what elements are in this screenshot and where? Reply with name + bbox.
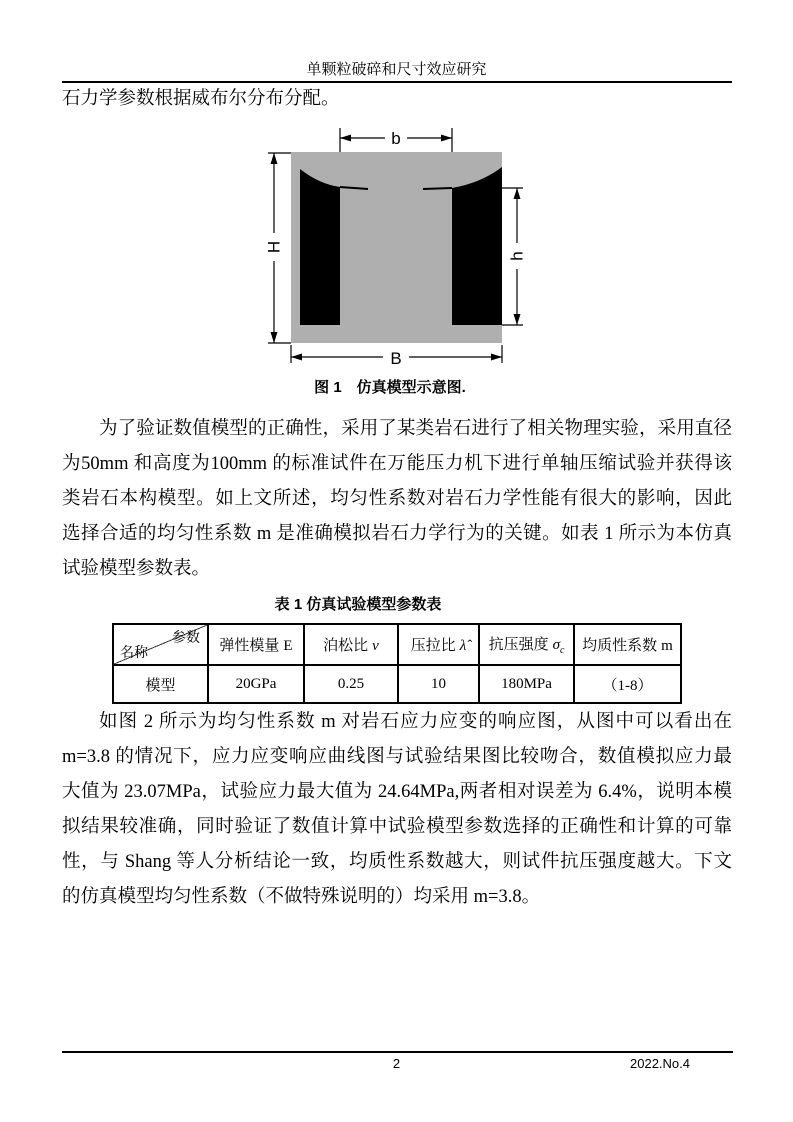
dim-b-arrow-left <box>340 135 351 142</box>
text-line: 性，与 Shang 等人分析结论一致，均质性系数越大，则试件抗压强度越大。下文 <box>62 852 732 872</box>
figure-model-svg <box>255 125 545 373</box>
issue-number: 2022.No.4 <box>630 1056 690 1071</box>
right-notch-line <box>423 188 452 189</box>
dim-h-arrow-bottom <box>514 314 521 325</box>
figure-1-caption: 图 1 仿真模型示意图. <box>314 379 466 396</box>
corner-header-cell <box>113 624 208 665</box>
paragraph-2 <box>62 705 732 915</box>
figure-1 <box>255 125 545 373</box>
parameters-table <box>112 623 682 704</box>
text-line: 如图 2 所示为均匀性系数 m 对岩石应力应变的响应图，从图中可以看出在 <box>99 712 732 732</box>
text-line: 为了验证数值模型的正确性，采用了某类岩石进行了相关物理实验，采用直径 <box>99 419 732 439</box>
text-line: 类岩石本构模型。如上文所述，均匀性系数对岩石力学性能有很大的影响，因此 <box>62 489 732 509</box>
header-symbol: m <box>661 638 673 654</box>
corner-label-parameter: 参数 <box>172 631 200 646</box>
dim-H-arrow-top <box>271 153 278 164</box>
header-label: 弹性模量 <box>219 638 280 654</box>
column-header-compression-tension-ratio <box>398 624 479 665</box>
text-line: 大值为 23.07MPa，试验应力最大值为 24.64MPa,两者相对误差为 6.4%，说明本模 <box>62 782 732 802</box>
header-label: 压拉比 <box>410 638 456 654</box>
dim-B-arrow-left <box>291 354 302 361</box>
intro-paragraph-line: 石力学参数根据威布尔分布分配。 <box>62 89 340 109</box>
dim-B-label: B <box>390 349 402 368</box>
header-rule <box>62 81 732 83</box>
value-homogeneity-index: （1-8） <box>574 665 681 703</box>
text-line: 试验模型参数表。 <box>62 559 211 579</box>
header-symbol: $\sigma_c$ <box>552 637 565 656</box>
column-header-homogeneity-index <box>574 624 681 665</box>
table-data-row <box>113 665 681 703</box>
text-line: 为50mm 和高度为100mm 的标准试件在万能压力机下进行单轴压缩试验并获得该 <box>62 454 732 474</box>
footer-rule <box>62 1051 733 1053</box>
value-elastic-modulus: 20GPa <box>208 665 304 703</box>
text-line: 的仿真模型均匀性系数（不做特殊说明的）均采用 m=3.8。 <box>62 887 541 907</box>
running-header-title: 单颗粒破碎和尺寸效应研究 <box>306 62 487 78</box>
paragraph-1 <box>62 412 732 587</box>
dim-b-arrow-right <box>441 135 452 142</box>
right-platen-block <box>452 167 502 325</box>
text-line: m=3.8 的情况下，应力应变响应曲线图与试验结果图比较吻合，数值模拟应力最 <box>62 747 732 767</box>
column-header-compressive-strength <box>479 624 574 665</box>
header-label: 泊松比 <box>323 638 369 654</box>
value-compressive-strength: 180MPa <box>479 665 574 703</box>
text-line: 选择合适的均匀性系数 m 是准确模拟岩石力学行为的关键。如表 1 所示为本仿真 <box>62 524 732 544</box>
dim-h-arrow-top <box>514 188 521 199</box>
header-symbol: E <box>283 638 293 654</box>
dim-H-label: H <box>264 240 284 254</box>
header-symbol: ν <box>372 638 379 654</box>
dim-B-arrow-right <box>491 354 502 361</box>
dim-H-arrow-bottom <box>271 332 278 343</box>
dim-h-label: h <box>507 251 527 261</box>
table-header-row <box>113 624 681 665</box>
column-header-elastic-modulus <box>208 624 304 665</box>
header-symbol: λ̂ <box>459 638 467 654</box>
column-header-poisson-ratio <box>304 624 398 665</box>
row-name-cell: 模型 <box>113 665 208 703</box>
value-poisson-ratio: 0.25 <box>304 665 398 703</box>
table-1-caption: 表 1 仿真试验模型参数表 <box>274 596 442 613</box>
corner-label-name: 名称 <box>120 646 148 661</box>
value-compression-tension-ratio: 10 <box>398 665 479 703</box>
text-line: 拟结果较准确，同时验证了数值计算中试验模型参数选择的正确性和计算的可靠 <box>62 817 732 837</box>
page-number: 2 <box>392 1056 401 1071</box>
header-label: 均质性系数 <box>582 638 658 654</box>
dim-b-label: b <box>391 129 401 148</box>
header-label: 抗压强度 <box>488 637 549 653</box>
left-platen-block <box>300 169 340 325</box>
